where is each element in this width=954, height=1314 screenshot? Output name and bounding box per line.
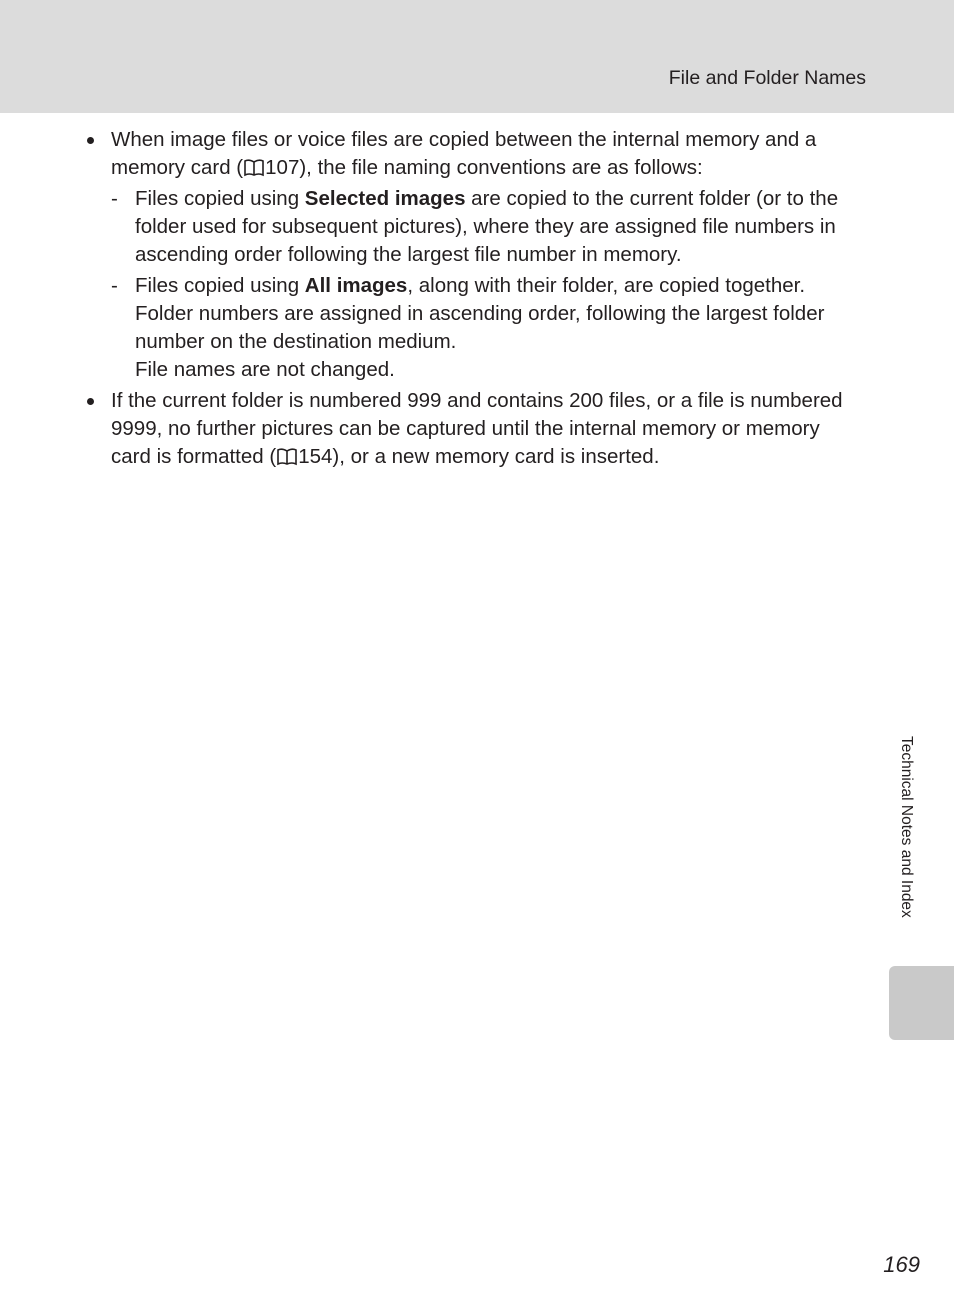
bullet-marker — [87, 398, 94, 405]
page-reference[interactable]: 107 — [265, 156, 300, 179]
bullet-2-line-1: If the current folder is numbered 999 and contains 200 files, or a file is numbered — [111, 389, 843, 412]
bullet-1-line-2 — [111, 154, 703, 185]
bullet-marker — [87, 137, 94, 144]
book-reference-icon — [244, 157, 264, 185]
sub-item-2-line-2: Folder numbers are assigned in ascending order, following the largest folder — [135, 302, 825, 325]
header-band — [0, 0, 954, 113]
bullet-1-line-1: When image files or voice files are copied between the internal memory and a — [111, 128, 817, 151]
dash-marker: - — [111, 187, 118, 210]
text-segment: memory card ( — [111, 156, 244, 179]
page-number: 169 — [883, 1252, 920, 1277]
text-segment: are copied to the current folder (or to the — [465, 187, 839, 210]
bullet-2-line-2: 9999, no further pictures can be captured until the internal memory or memory — [111, 417, 820, 440]
section-title: File and Folder Names — [668, 67, 866, 89]
side-section-label: Technical Notes and Index — [898, 736, 915, 918]
text-segment: Files copied using — [135, 274, 305, 297]
sub-item-2-line-3: number on the destination medium. — [135, 330, 457, 353]
dash-marker: - — [111, 274, 118, 297]
text-segment: ), the file naming conventions are as follows: — [299, 156, 703, 179]
menu-option-name: Selected images — [304, 187, 466, 210]
sub-item-2-line-1 — [135, 272, 805, 300]
sub-item-1-line-2: folder used for subsequent pictures), where they are assigned file numbers in — [135, 215, 836, 238]
menu-option-name: All images — [304, 274, 408, 297]
page-reference[interactable]: 154 — [298, 445, 333, 468]
section-thumb-tab[interactable] — [889, 966, 954, 1040]
sub-item-1-line-1 — [135, 185, 838, 213]
sub-item-1-line-3: ascending order following the largest file number in memory. — [135, 243, 682, 266]
text-segment: card is formatted ( — [111, 445, 277, 468]
book-reference-icon — [277, 446, 297, 474]
text-segment: , along with their folder, are copied together. — [407, 274, 806, 297]
text-segment: ), or a new memory card is inserted. — [332, 445, 660, 468]
bullet-2-line-3 — [111, 443, 659, 474]
text-segment: Files copied using — [135, 187, 305, 210]
sub-item-2-line-4: File names are not changed. — [135, 358, 395, 381]
